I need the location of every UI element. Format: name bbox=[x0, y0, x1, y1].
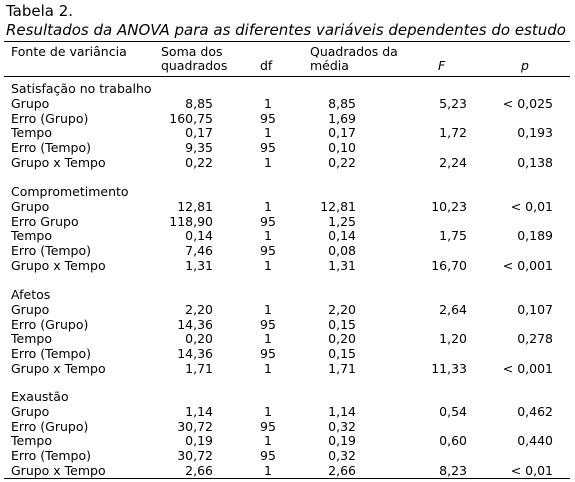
row-mean-square: 0,10 bbox=[328, 140, 356, 155]
row-df: 1 bbox=[264, 155, 272, 170]
row-sum-of-squares: 1,14 bbox=[185, 404, 213, 419]
row-sum-of-squares: 118,90 bbox=[169, 214, 213, 229]
row-sum-of-squares: 0,17 bbox=[185, 125, 213, 140]
row-source: Tempo bbox=[11, 125, 52, 140]
row-f-value: 5,23 bbox=[439, 96, 467, 111]
row-df: 95 bbox=[260, 140, 276, 155]
row-sum-of-squares: 0,22 bbox=[185, 155, 213, 170]
header-p: p bbox=[521, 58, 529, 73]
row-f-value: 1,75 bbox=[439, 228, 467, 243]
row-f-value: 11,33 bbox=[431, 361, 467, 376]
row-mean-square: 0,22 bbox=[328, 155, 356, 170]
row-source: Grupo bbox=[11, 404, 50, 419]
row-mean-square: 1,25 bbox=[328, 214, 356, 229]
row-source: Erro (Grupo) bbox=[11, 419, 89, 434]
row-f-value: 2,24 bbox=[439, 155, 467, 170]
row-f-value: 16,70 bbox=[431, 258, 467, 273]
row-df: 95 bbox=[260, 448, 276, 463]
row-p-value: < 0,01 bbox=[510, 463, 553, 478]
row-f-value: 8,23 bbox=[439, 463, 467, 478]
row-source: Grupo x Tempo bbox=[11, 361, 106, 376]
row-mean-square: 1,31 bbox=[328, 258, 356, 273]
row-df: 95 bbox=[260, 346, 276, 361]
row-sum-of-squares: 9,35 bbox=[185, 140, 213, 155]
row-p-value: < 0,025 bbox=[502, 96, 553, 111]
row-sum-of-squares: 2,66 bbox=[185, 463, 213, 478]
row-df: 95 bbox=[260, 111, 276, 126]
header-ms-line1: Quadrados da bbox=[310, 44, 398, 59]
row-source: Tempo bbox=[11, 331, 52, 346]
row-df: 1 bbox=[264, 331, 272, 346]
row-mean-square: 0,19 bbox=[328, 433, 356, 448]
header-ss-line1: Soma dos bbox=[161, 44, 223, 59]
row-source: Erro (Tempo) bbox=[11, 346, 92, 361]
row-mean-square: 1,69 bbox=[328, 111, 356, 126]
row-df: 1 bbox=[264, 125, 272, 140]
row-sum-of-squares: 8,85 bbox=[185, 96, 213, 111]
row-sum-of-squares: 1,31 bbox=[185, 258, 213, 273]
row-source: Tempo bbox=[11, 433, 52, 448]
row-f-value: 10,23 bbox=[431, 199, 467, 214]
row-p-value: 0,278 bbox=[517, 331, 553, 346]
row-p-value: 0,189 bbox=[517, 228, 553, 243]
row-mean-square: 2,20 bbox=[328, 302, 356, 317]
header-ms-line2: média bbox=[310, 58, 349, 73]
row-f-value: 0,60 bbox=[439, 433, 467, 448]
row-p-value: < 0,001 bbox=[502, 258, 553, 273]
row-df: 1 bbox=[264, 302, 272, 317]
row-mean-square: 8,85 bbox=[328, 96, 356, 111]
row-source: Grupo bbox=[11, 96, 50, 111]
row-sum-of-squares: 0,14 bbox=[185, 228, 213, 243]
row-source: Grupo x Tempo bbox=[11, 155, 106, 170]
row-mean-square: 0,17 bbox=[328, 125, 356, 140]
header-source: Fonte de variância bbox=[11, 44, 127, 59]
group-heading: Comprometimento bbox=[11, 184, 129, 199]
row-p-value: 0,193 bbox=[517, 125, 553, 140]
row-source: Erro (Tempo) bbox=[11, 243, 92, 258]
row-mean-square: 1,71 bbox=[328, 361, 356, 376]
row-df: 1 bbox=[264, 96, 272, 111]
row-df: 1 bbox=[264, 433, 272, 448]
row-source: Erro (Tempo) bbox=[11, 140, 92, 155]
row-source: Grupo bbox=[11, 302, 50, 317]
row-mean-square: 0,32 bbox=[328, 419, 356, 434]
row-mean-square: 0,08 bbox=[328, 243, 356, 258]
row-p-value: 0,107 bbox=[517, 302, 553, 317]
row-df: 1 bbox=[264, 361, 272, 376]
row-f-value: 2,64 bbox=[439, 302, 467, 317]
row-df: 1 bbox=[264, 463, 272, 478]
row-p-value: 0,138 bbox=[517, 155, 553, 170]
row-sum-of-squares: 30,72 bbox=[177, 448, 213, 463]
row-df: 95 bbox=[260, 214, 276, 229]
row-sum-of-squares: 0,19 bbox=[185, 433, 213, 448]
row-source: Grupo x Tempo bbox=[11, 258, 106, 273]
row-p-value: 0,462 bbox=[517, 404, 553, 419]
row-source: Erro (Tempo) bbox=[11, 448, 92, 463]
row-mean-square: 2,66 bbox=[328, 463, 356, 478]
row-sum-of-squares: 30,72 bbox=[177, 419, 213, 434]
row-mean-square: 0,15 bbox=[328, 346, 356, 361]
row-sum-of-squares: 0,20 bbox=[185, 331, 213, 346]
row-df: 1 bbox=[264, 404, 272, 419]
row-f-value: 0,54 bbox=[439, 404, 467, 419]
top-rule bbox=[4, 41, 570, 42]
row-source: Grupo x Tempo bbox=[11, 463, 106, 478]
row-f-value: 1,20 bbox=[439, 331, 467, 346]
row-sum-of-squares: 7,46 bbox=[185, 243, 213, 258]
table-label: Tabela 2. bbox=[6, 2, 74, 20]
row-sum-of-squares: 14,36 bbox=[177, 346, 213, 361]
row-sum-of-squares: 12,81 bbox=[177, 199, 213, 214]
row-mean-square: 1,14 bbox=[328, 404, 356, 419]
row-sum-of-squares: 2,20 bbox=[185, 302, 213, 317]
header-rule bbox=[4, 76, 570, 77]
row-source: Erro Grupo bbox=[11, 214, 79, 229]
row-sum-of-squares: 160,75 bbox=[169, 111, 213, 126]
header-f: F bbox=[438, 58, 446, 73]
row-df: 95 bbox=[260, 317, 276, 332]
bottom-rule bbox=[4, 478, 570, 479]
row-sum-of-squares: 1,71 bbox=[185, 361, 213, 376]
row-mean-square: 0,15 bbox=[328, 317, 356, 332]
row-source: Tempo bbox=[11, 228, 52, 243]
group-heading: Exaustão bbox=[11, 389, 69, 404]
row-mean-square: 12,81 bbox=[320, 199, 356, 214]
group-heading: Satisfação no trabalho bbox=[11, 81, 152, 96]
row-df: 1 bbox=[264, 228, 272, 243]
row-source: Grupo bbox=[11, 199, 50, 214]
row-p-value: < 0,001 bbox=[502, 361, 553, 376]
row-mean-square: 0,20 bbox=[328, 331, 356, 346]
row-mean-square: 0,14 bbox=[328, 228, 356, 243]
row-p-value: 0,440 bbox=[517, 433, 553, 448]
row-df: 1 bbox=[264, 258, 272, 273]
row-source: Erro (Grupo) bbox=[11, 111, 89, 126]
row-df: 1 bbox=[264, 199, 272, 214]
row-source: Erro (Grupo) bbox=[11, 317, 89, 332]
row-f-value: 1,72 bbox=[439, 125, 467, 140]
header-df: df bbox=[260, 58, 273, 73]
row-sum-of-squares: 14,36 bbox=[177, 317, 213, 332]
header-ss-line2: quadrados bbox=[161, 58, 228, 73]
row-df: 95 bbox=[260, 243, 276, 258]
row-df: 95 bbox=[260, 419, 276, 434]
row-p-value: < 0,01 bbox=[510, 199, 553, 214]
row-mean-square: 0,32 bbox=[328, 448, 356, 463]
group-heading: Afetos bbox=[11, 287, 51, 302]
table-caption: Resultados da ANOVA para as diferentes variáveis dependentes do estudo bbox=[6, 21, 566, 39]
